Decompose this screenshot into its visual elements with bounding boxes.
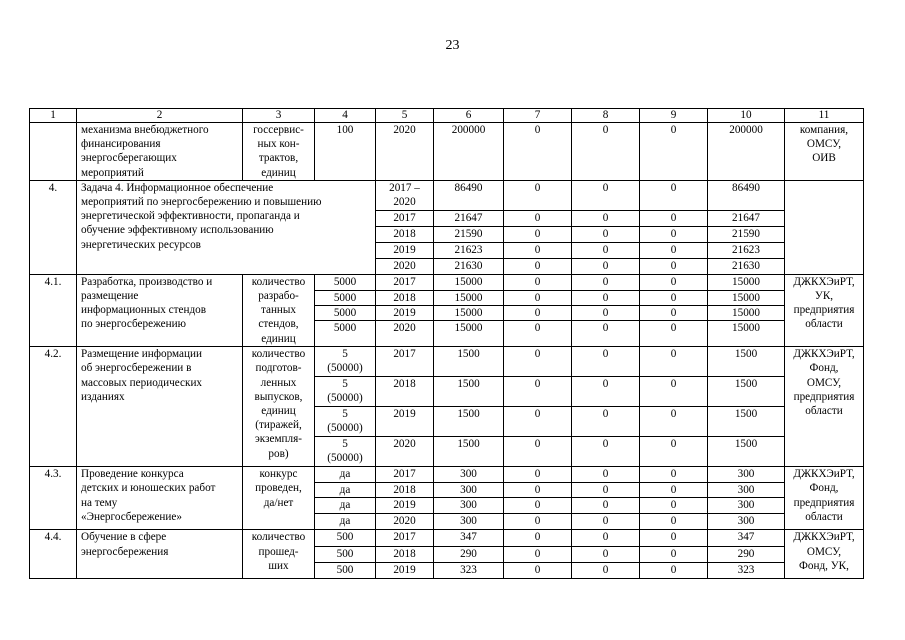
funding-col9: 0 bbox=[640, 321, 708, 347]
funding-col9: 0 bbox=[640, 123, 708, 181]
indicator-unit: количество прошед- ших bbox=[243, 530, 315, 578]
year: 2017 bbox=[376, 530, 434, 547]
funding-total: 15000 bbox=[434, 321, 504, 347]
funding-col8: 0 bbox=[572, 347, 640, 377]
year: 2020 bbox=[376, 514, 434, 530]
indicator-unit: количество разрабо- танных стендов, единиц bbox=[243, 274, 315, 346]
executor bbox=[785, 180, 864, 274]
funding-col10: 15000 bbox=[708, 321, 785, 347]
year: 2017 bbox=[376, 467, 434, 483]
funding-col7: 0 bbox=[504, 290, 572, 305]
funding-col9: 0 bbox=[640, 290, 708, 305]
funding-col10: 347 bbox=[708, 530, 785, 547]
funding-col9: 0 bbox=[640, 306, 708, 321]
funding-col8: 0 bbox=[572, 483, 640, 498]
funding-total: 1500 bbox=[434, 377, 504, 407]
funding-col10: 21630 bbox=[708, 258, 785, 274]
funding-total: 300 bbox=[434, 514, 504, 530]
table-row bbox=[30, 180, 864, 210]
funding-col8: 0 bbox=[572, 210, 640, 226]
target-value: да bbox=[315, 514, 376, 530]
row-number: 4. bbox=[30, 180, 77, 274]
target-value: 5 (50000) bbox=[315, 437, 376, 467]
funding-total: 290 bbox=[434, 547, 504, 563]
column-number: 3 bbox=[243, 109, 315, 123]
year: 2019 bbox=[376, 498, 434, 514]
year: 2019 bbox=[376, 306, 434, 321]
funding-col9: 0 bbox=[640, 514, 708, 530]
funding-col9: 0 bbox=[640, 498, 708, 514]
target-value: 5000 bbox=[315, 274, 376, 290]
target-value: да bbox=[315, 467, 376, 483]
funding-col10: 1500 bbox=[708, 377, 785, 407]
column-number: 2 bbox=[77, 109, 243, 123]
funding-col9: 0 bbox=[640, 377, 708, 407]
year: 2017 bbox=[376, 210, 434, 226]
funding-col10: 1500 bbox=[708, 347, 785, 377]
column-number: 6 bbox=[434, 109, 504, 123]
funding-total: 21590 bbox=[434, 226, 504, 242]
activity-name: Обучение в сфере энергосбережения bbox=[77, 530, 243, 578]
activity-name: Размещение информации об энергосбережении в массовых периодических изданиях bbox=[77, 347, 243, 467]
table-row bbox=[30, 274, 864, 290]
funding-col7: 0 bbox=[504, 226, 572, 242]
funding-col9: 0 bbox=[640, 347, 708, 377]
target-value: 5000 bbox=[315, 290, 376, 305]
column-number: 10 bbox=[708, 109, 785, 123]
column-number: 8 bbox=[572, 109, 640, 123]
funding-col7: 0 bbox=[504, 563, 572, 578]
funding-total: 347 bbox=[434, 530, 504, 547]
funding-col10: 21590 bbox=[708, 226, 785, 242]
funding-col8: 0 bbox=[572, 180, 640, 210]
funding-col7: 0 bbox=[504, 306, 572, 321]
funding-col8: 0 bbox=[572, 530, 640, 547]
funding-col8: 0 bbox=[572, 437, 640, 467]
funding-total: 1500 bbox=[434, 347, 504, 377]
activity-name: Разработка, производство и размещение информационных стендов по энергосбережению bbox=[77, 274, 243, 346]
funding-total: 1500 bbox=[434, 407, 504, 437]
funding-col10: 15000 bbox=[708, 290, 785, 305]
funding-total: 300 bbox=[434, 498, 504, 514]
year: 2018 bbox=[376, 377, 434, 407]
funding-col7: 0 bbox=[504, 407, 572, 437]
funding-col7: 0 bbox=[504, 258, 572, 274]
page-number: 23 bbox=[445, 38, 460, 53]
funding-col8: 0 bbox=[572, 377, 640, 407]
indicator-unit: конкурс проведен, да/нет bbox=[243, 467, 315, 530]
funding-col10: 300 bbox=[708, 467, 785, 483]
funding-col7: 0 bbox=[504, 274, 572, 290]
funding-col10: 200000 bbox=[708, 123, 785, 181]
funding-total: 300 bbox=[434, 483, 504, 498]
table-row bbox=[30, 347, 864, 377]
funding-col10: 21623 bbox=[708, 242, 785, 258]
funding-total: 21623 bbox=[434, 242, 504, 258]
program-table bbox=[29, 108, 864, 579]
funding-col7: 0 bbox=[504, 347, 572, 377]
funding-col10: 1500 bbox=[708, 437, 785, 467]
funding-col8: 0 bbox=[572, 226, 640, 242]
indicator-unit: госсервис- ных кон- трактов, единиц bbox=[243, 123, 315, 181]
funding-col7: 0 bbox=[504, 483, 572, 498]
row-number: 4.1. bbox=[30, 274, 77, 346]
funding-total: 15000 bbox=[434, 306, 504, 321]
funding-col8: 0 bbox=[572, 467, 640, 483]
table-row bbox=[30, 530, 864, 547]
target-value: 5 (50000) bbox=[315, 347, 376, 377]
year: 2020 bbox=[376, 321, 434, 347]
table-row bbox=[30, 123, 864, 181]
table-row bbox=[30, 467, 864, 483]
activity-name: Проведение конкурса детских и юношеских работ на тему «Энергосбережение» bbox=[77, 467, 243, 530]
funding-col7: 0 bbox=[504, 180, 572, 210]
funding-col7: 0 bbox=[504, 530, 572, 547]
funding-col8: 0 bbox=[572, 407, 640, 437]
funding-col9: 0 bbox=[640, 226, 708, 242]
funding-col8: 0 bbox=[572, 274, 640, 290]
funding-total: 21630 bbox=[434, 258, 504, 274]
funding-col10: 15000 bbox=[708, 274, 785, 290]
column-number: 4 bbox=[315, 109, 376, 123]
funding-col9: 0 bbox=[640, 483, 708, 498]
column-number: 11 bbox=[785, 109, 864, 123]
funding-col8: 0 bbox=[572, 242, 640, 258]
funding-total: 200000 bbox=[434, 123, 504, 181]
executor: ДЖКХЭиРТ, Фонд, ОМСУ, предприятия области bbox=[785, 347, 864, 467]
funding-col8: 0 bbox=[572, 498, 640, 514]
year: 2018 bbox=[376, 483, 434, 498]
funding-col8: 0 bbox=[572, 547, 640, 563]
year: 2017 – 2020 bbox=[376, 180, 434, 210]
target-value: 5000 bbox=[315, 306, 376, 321]
funding-col10: 86490 bbox=[708, 180, 785, 210]
target-value: 5000 bbox=[315, 321, 376, 347]
funding-col7: 0 bbox=[504, 210, 572, 226]
funding-col7: 0 bbox=[504, 242, 572, 258]
year: 2017 bbox=[376, 274, 434, 290]
year: 2019 bbox=[376, 242, 434, 258]
funding-col8: 0 bbox=[572, 563, 640, 578]
funding-col9: 0 bbox=[640, 437, 708, 467]
funding-col10: 323 bbox=[708, 563, 785, 578]
funding-total: 300 bbox=[434, 467, 504, 483]
funding-col9: 0 bbox=[640, 467, 708, 483]
executor: компания, ОМСУ, ОИВ bbox=[785, 123, 864, 181]
funding-col9: 0 bbox=[640, 274, 708, 290]
funding-col9: 0 bbox=[640, 563, 708, 578]
funding-col10: 21647 bbox=[708, 210, 785, 226]
funding-total: 21647 bbox=[434, 210, 504, 226]
funding-total: 15000 bbox=[434, 274, 504, 290]
indicator-unit: количество подготов- ленных выпусков, единиц (тиражей, экземпля- ров) bbox=[243, 347, 315, 467]
funding-total: 86490 bbox=[434, 180, 504, 210]
year: 2018 bbox=[376, 290, 434, 305]
target-value: 500 bbox=[315, 547, 376, 563]
funding-col7: 0 bbox=[504, 514, 572, 530]
funding-col10: 300 bbox=[708, 483, 785, 498]
funding-col10: 300 bbox=[708, 514, 785, 530]
year: 2018 bbox=[376, 547, 434, 563]
column-number-row bbox=[30, 109, 864, 123]
executor: ДЖКХЭиРТ, Фонд, предприятия области bbox=[785, 467, 864, 530]
funding-col7: 0 bbox=[504, 498, 572, 514]
target-value: 500 bbox=[315, 530, 376, 547]
row-number: 4.4. bbox=[30, 530, 77, 578]
year: 2017 bbox=[376, 347, 434, 377]
year: 2018 bbox=[376, 226, 434, 242]
funding-col7: 0 bbox=[504, 467, 572, 483]
column-number: 7 bbox=[504, 109, 572, 123]
executor: ДЖКХЭиРТ, ОМСУ, Фонд, УК, bbox=[785, 530, 864, 578]
funding-col7: 0 bbox=[504, 437, 572, 467]
column-number: 5 bbox=[376, 109, 434, 123]
row-number bbox=[30, 123, 77, 181]
funding-col9: 0 bbox=[640, 407, 708, 437]
year: 2019 bbox=[376, 407, 434, 437]
funding-col7: 0 bbox=[504, 321, 572, 347]
funding-col9: 0 bbox=[640, 180, 708, 210]
target-value: да bbox=[315, 483, 376, 498]
funding-col8: 0 bbox=[572, 290, 640, 305]
column-number: 1 bbox=[30, 109, 77, 123]
row-number: 4.2. bbox=[30, 347, 77, 467]
funding-col8: 0 bbox=[572, 306, 640, 321]
funding-col9: 0 bbox=[640, 530, 708, 547]
task-title: Задача 4. Информационное обеспечение мероприятий по энергосбережению и повышению энергетической эффективности, пропаганда и обучение эффективному использованию энергетических ресурсов bbox=[77, 180, 376, 274]
funding-col8: 0 bbox=[572, 514, 640, 530]
funding-col7: 0 bbox=[504, 377, 572, 407]
year: 2020 bbox=[376, 437, 434, 467]
funding-col10: 290 bbox=[708, 547, 785, 563]
funding-total: 1500 bbox=[434, 437, 504, 467]
row-number: 4.3. bbox=[30, 467, 77, 530]
activity-name: механизма внебюджетного финансирования энергосберегающих мероприятий bbox=[77, 123, 243, 181]
funding-col7: 0 bbox=[504, 123, 572, 181]
executor: ДЖКХЭиРТ, УК, предприятия области bbox=[785, 274, 864, 346]
funding-col9: 0 bbox=[640, 547, 708, 563]
target-value: 5 (50000) bbox=[315, 377, 376, 407]
year: 2019 bbox=[376, 563, 434, 578]
funding-col9: 0 bbox=[640, 210, 708, 226]
funding-col10: 15000 bbox=[708, 306, 785, 321]
funding-col8: 0 bbox=[572, 258, 640, 274]
funding-col9: 0 bbox=[640, 242, 708, 258]
year: 2020 bbox=[376, 258, 434, 274]
year: 2020 bbox=[376, 123, 434, 181]
funding-col10: 300 bbox=[708, 498, 785, 514]
target-value: 100 bbox=[315, 123, 376, 181]
target-value: 5 (50000) bbox=[315, 407, 376, 437]
funding-col8: 0 bbox=[572, 321, 640, 347]
column-number: 9 bbox=[640, 109, 708, 123]
target-value: 500 bbox=[315, 563, 376, 578]
funding-col8: 0 bbox=[572, 123, 640, 181]
funding-col7: 0 bbox=[504, 547, 572, 563]
funding-col10: 1500 bbox=[708, 407, 785, 437]
funding-col9: 0 bbox=[640, 258, 708, 274]
funding-total: 15000 bbox=[434, 290, 504, 305]
funding-total: 323 bbox=[434, 563, 504, 578]
target-value: да bbox=[315, 498, 376, 514]
